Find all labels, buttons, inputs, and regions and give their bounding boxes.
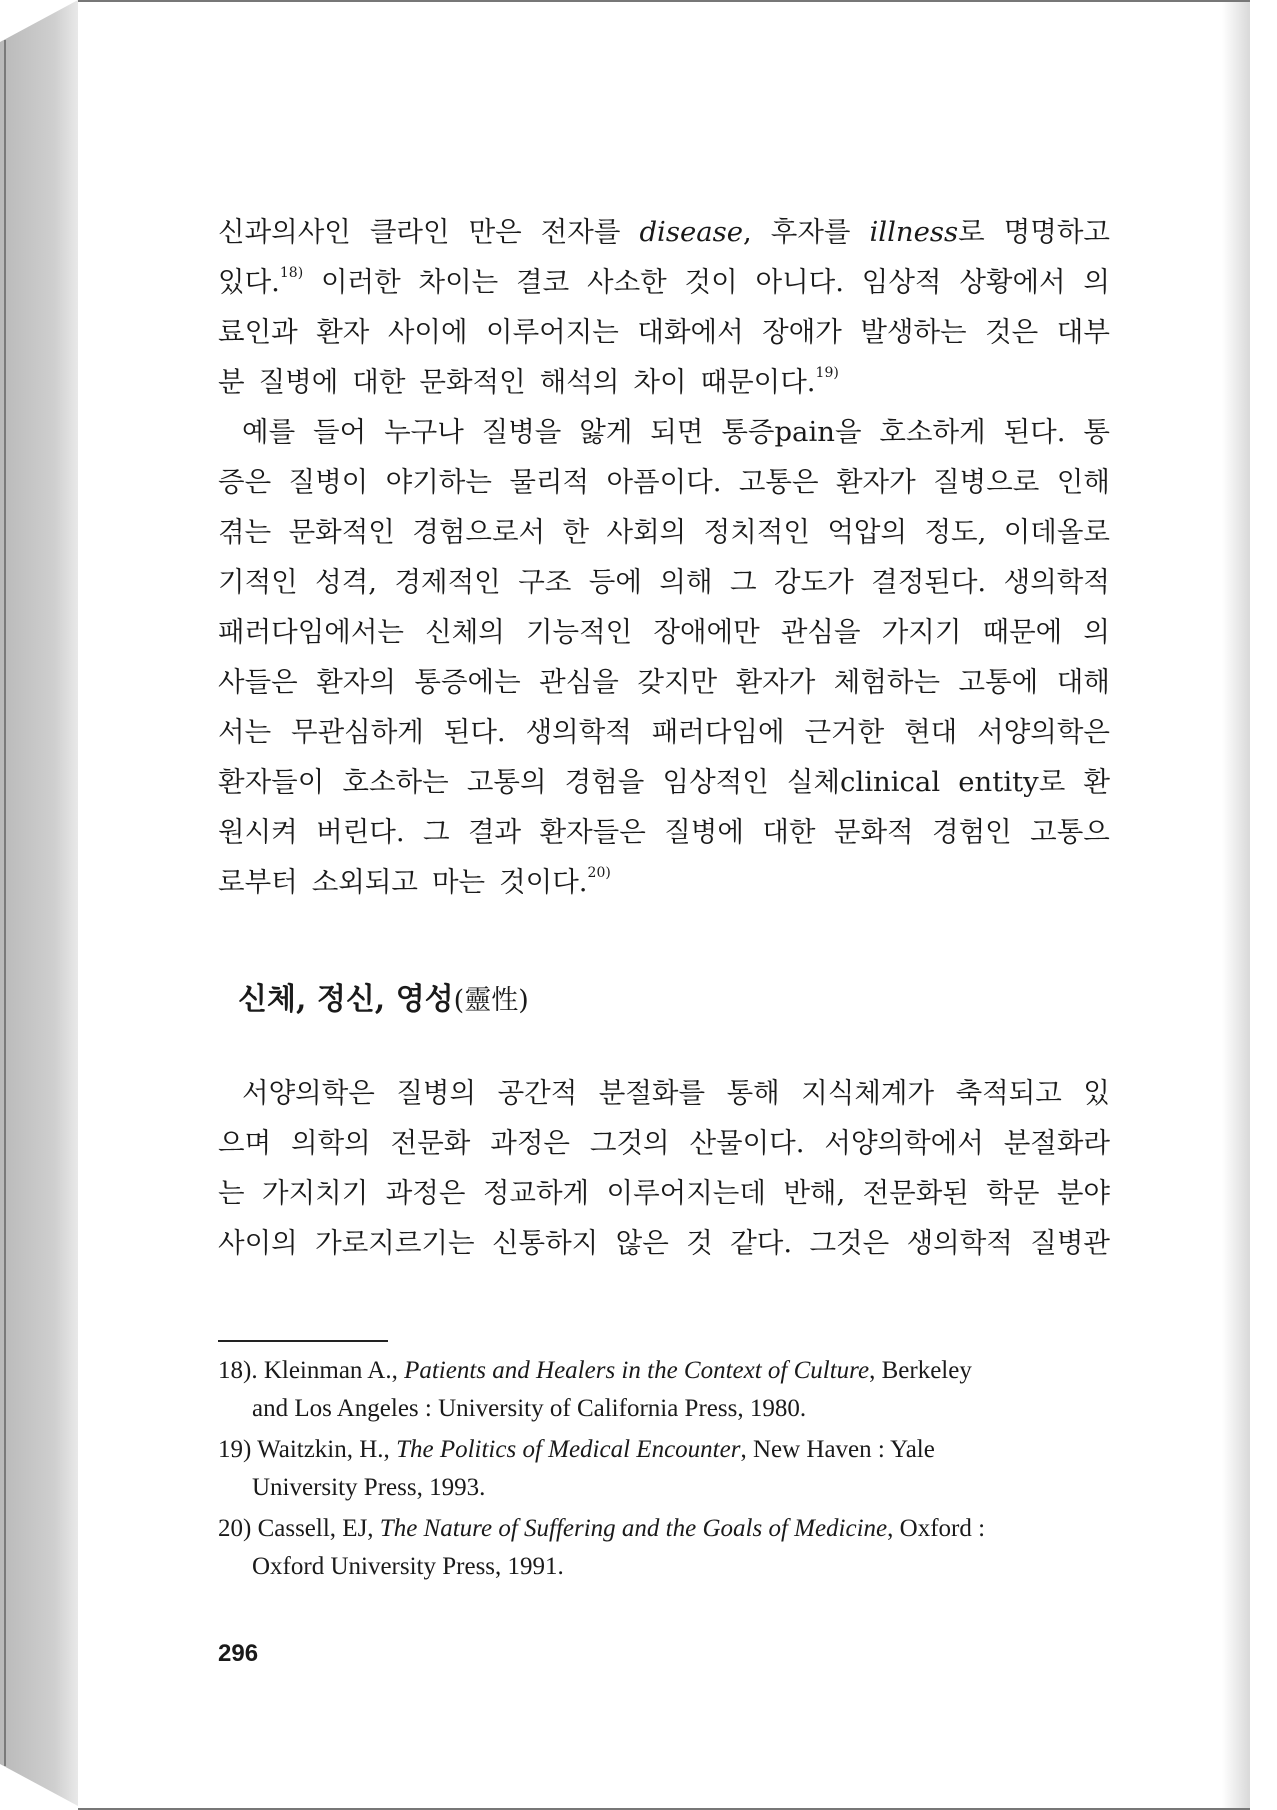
word: 등에 <box>588 566 642 598</box>
word: 전자를 <box>540 216 621 248</box>
word: 된다. <box>1003 416 1066 448</box>
word: 호소하게 <box>879 416 986 448</box>
text-line <box>218 707 1110 757</box>
footnote-18: 18). Kleinman A., Patients and Healers in the Context of Culture, Berkeley <box>218 1357 972 1384</box>
word: 서양의학에서 <box>824 1127 984 1159</box>
word: 고통에 <box>958 666 1039 698</box>
word: 산물이다. <box>689 1127 805 1159</box>
word: 대화에서 <box>637 316 744 348</box>
word: 가지치기 <box>262 1177 369 1209</box>
word: 분 <box>218 366 245 398</box>
paragraph-1 <box>218 207 1110 407</box>
footnote-continuation: and Los Angeles : University of California Press, 1980. <box>252 1395 807 1422</box>
word: 장애가 <box>762 316 842 348</box>
word: 체험하는 <box>833 666 941 698</box>
word: 환 <box>1083 766 1110 798</box>
book-edge-line <box>4 40 6 1766</box>
text-line <box>218 807 1110 857</box>
paragraph-2 <box>218 407 1110 907</box>
word: 명명하고 <box>1003 216 1110 248</box>
word: 통 <box>1083 416 1110 448</box>
word: 증은 <box>218 466 272 498</box>
book-edge <box>0 0 80 1806</box>
word: 고통으 <box>1030 816 1110 848</box>
word: 기적인 <box>218 566 298 598</box>
text-line <box>218 207 1110 257</box>
text-line <box>218 457 1110 507</box>
word: 사회의 <box>606 516 687 548</box>
footnote-divider <box>218 1340 388 1342</box>
text-line <box>218 557 1110 607</box>
word: 갖지만 <box>637 666 718 698</box>
text-line <box>218 407 1110 457</box>
text-line <box>218 1118 1110 1168</box>
word: 때문이다.$^{19)}$ <box>700 365 839 398</box>
word: 환자의 <box>316 666 396 698</box>
word: 것이 <box>684 266 738 298</box>
word: 들어 <box>313 416 367 448</box>
word: 임상적인 <box>662 766 769 798</box>
word: 해석의 <box>539 366 620 398</box>
word: 되면 <box>650 416 704 448</box>
word: 환자 <box>316 316 370 348</box>
text-line <box>218 357 1110 407</box>
word: 때문에 <box>982 616 1063 648</box>
word: 장애에만 <box>653 616 760 648</box>
word: 환자들이 <box>218 766 325 798</box>
word: 질병이 <box>288 466 369 498</box>
word: 고통의 <box>466 766 547 798</box>
word: 통해 <box>726 1077 780 1109</box>
text-line <box>218 1218 1110 1268</box>
text-line <box>218 857 1110 907</box>
word: 후자를 <box>770 216 851 248</box>
word: 억압의 <box>827 516 908 548</box>
footnotes <box>218 1352 1110 1586</box>
word: 앓게 <box>579 416 633 448</box>
footnote-20: 20) Cassell, EJ, The Nature of Suffering and the Goals of Medicine, Oxford : <box>218 1515 986 1542</box>
word: 호소하는 <box>342 766 449 798</box>
word: 소외되고 <box>311 866 418 898</box>
word: 경제적인 <box>394 566 501 598</box>
word: 무관심하게 <box>291 716 424 748</box>
word: 한 <box>562 516 590 548</box>
word: 결정된다. <box>871 566 987 598</box>
word: 그 <box>422 816 450 848</box>
word: 발생하는 <box>860 316 967 348</box>
text-line <box>218 1168 1110 1218</box>
text-line <box>218 507 1110 557</box>
word: 과정은 <box>385 1177 466 1209</box>
word: 생의학적 <box>525 716 632 748</box>
word: entity로 <box>958 766 1066 798</box>
section-heading-hanja: (靈性) <box>453 985 529 1016</box>
word: 사이의 <box>218 1227 298 1259</box>
word: 신과의사인 <box>218 216 351 248</box>
word: 대해 <box>1056 666 1110 698</box>
word: 버린다. <box>316 816 405 848</box>
word: 질병에 <box>664 816 744 848</box>
word: 인해 <box>1056 466 1110 498</box>
word: 분절화라 <box>1003 1127 1110 1159</box>
page-number: 296 <box>218 1640 259 1667</box>
word: 서양의학은 <box>242 1077 375 1109</box>
word: 대부 <box>1056 316 1110 348</box>
word: 환자가 <box>835 466 916 498</box>
word: 상황에서 <box>959 266 1066 298</box>
word: 이러한 <box>320 266 401 298</box>
word: 아픔이다. <box>606 466 722 498</box>
word: 의 <box>1083 266 1110 298</box>
word: 경험인 <box>932 816 1012 848</box>
word: 서양의학은 <box>977 716 1110 748</box>
word: 경험을 <box>564 766 645 798</box>
text-line <box>218 657 1110 707</box>
word: 실체clinical <box>786 766 941 798</box>
word: 있다.$^{18)}$ <box>218 265 304 298</box>
word: 않은 <box>615 1227 669 1259</box>
word: 경험으로서 <box>412 516 546 548</box>
word: 관심을 <box>780 616 861 648</box>
word: 이데올로 <box>1003 516 1110 548</box>
word: 클라인 <box>369 216 450 248</box>
word: 패러다임에서는 <box>218 616 404 648</box>
word: 분야 <box>1056 1177 1110 1209</box>
word: 대한 <box>352 366 406 398</box>
word: 것 <box>686 1227 713 1259</box>
text-line <box>218 257 1110 307</box>
word: 환자가 <box>735 666 816 698</box>
word: 기능적인 <box>525 616 633 648</box>
word: 과정은 <box>490 1127 570 1159</box>
word: 문화적인 <box>288 516 395 548</box>
word: 것은 <box>985 316 1039 348</box>
text-line <box>218 307 1110 357</box>
word: 로부터 <box>218 866 298 898</box>
section-heading-text: 신체, 정신, 영성 <box>238 982 454 1017</box>
word: illness로 <box>869 216 985 248</box>
word: 이루어지는 <box>486 316 619 348</box>
word: 지식체계가 <box>801 1077 935 1109</box>
word: 의학의 <box>291 1127 371 1159</box>
word: 겪는 <box>218 516 272 548</box>
word: 학문 <box>986 1177 1040 1209</box>
word: 물리적 <box>509 466 590 498</box>
word: 고통은 <box>738 466 819 498</box>
footnote-continuation: University Press, 1993. <box>252 1474 486 1501</box>
word: 사들은 <box>218 666 298 698</box>
word: 이루어지는데 <box>606 1177 766 1209</box>
word: 예를 <box>242 416 296 448</box>
word: 그것의 <box>589 1127 670 1159</box>
word: 전문화된 <box>862 1177 969 1209</box>
word: 질병관 <box>1030 1227 1110 1259</box>
word: 환자들은 <box>539 816 646 848</box>
text-line <box>218 1068 1110 1118</box>
word: 정교하게 <box>482 1177 590 1209</box>
word: 질병으로 <box>933 466 1040 498</box>
word: 강도가 <box>774 566 854 598</box>
word: 구조 <box>518 566 572 598</box>
word: 신체의 <box>425 616 505 648</box>
word: 반해, <box>783 1177 846 1209</box>
word: 질병의 <box>396 1077 477 1109</box>
word: 임상적 <box>861 266 942 298</box>
word: 결코 <box>516 266 570 298</box>
word: 의해 <box>659 566 713 598</box>
word: 성격, <box>315 566 378 598</box>
word: 있 <box>1083 1077 1110 1109</box>
word: 만은 <box>468 216 522 248</box>
paragraph-3 <box>218 1068 1110 1268</box>
word: 차이 <box>633 366 687 398</box>
word: 으며 <box>218 1127 272 1159</box>
word: 생의학적 <box>1003 566 1110 598</box>
text-line <box>218 607 1110 657</box>
word: 관심을 <box>539 666 619 698</box>
word: 서는 <box>218 716 272 748</box>
word: 누구나 <box>384 416 464 448</box>
word: 그 <box>729 566 757 598</box>
word: 질병을 <box>481 416 562 448</box>
word: 생의학적 <box>906 1227 1013 1259</box>
word: 분절화를 <box>598 1077 706 1109</box>
word: 패러다임에 <box>651 716 785 748</box>
word: 근거한 <box>804 716 885 748</box>
word: 아니다. <box>755 266 844 298</box>
word: 공간적 <box>497 1077 578 1109</box>
page-gutter-shadow <box>1222 2 1250 1808</box>
word: 그것은 <box>809 1227 890 1259</box>
word: 원시켜 <box>218 816 298 848</box>
word: 가로지르기는 <box>315 1227 475 1259</box>
text-line <box>218 757 1110 807</box>
word: 사이에 <box>387 316 468 348</box>
word: 결과 <box>467 816 522 848</box>
word: 질병에 <box>258 366 339 398</box>
word: 야기하는 <box>385 466 492 498</box>
word: 통증pain을 <box>721 416 862 448</box>
word: 차이는 <box>418 266 499 298</box>
word: 의 <box>1083 616 1110 648</box>
word: 문화적 <box>833 816 914 848</box>
word: 정치적인 <box>703 516 810 548</box>
word: 통증에는 <box>414 666 521 698</box>
word: 신통하지 <box>491 1227 599 1259</box>
word: 축적되고 <box>955 1077 1062 1109</box>
word: 가지기 <box>881 616 962 648</box>
word: 대한 <box>762 816 816 848</box>
footnote-19: 19) Waitzkin, H., The Politics of Medical Encounter, New Haven : Yale <box>218 1436 935 1463</box>
word: 것이다.$^{20)}$ <box>499 865 611 898</box>
footnote-continuation: Oxford University Press, 1991. <box>252 1553 564 1580</box>
word: 마는 <box>431 866 486 898</box>
section-heading <box>238 975 529 1025</box>
word: disease, <box>639 216 752 248</box>
word: 같다. <box>730 1227 793 1259</box>
word: 문화적인 <box>419 366 526 398</box>
word: 는 <box>218 1177 245 1209</box>
word: 정도, <box>924 516 987 548</box>
word: 현대 <box>904 716 958 748</box>
word: 사소한 <box>587 266 667 298</box>
word: 전문화 <box>390 1127 471 1159</box>
word: 된다. <box>443 716 506 748</box>
word: 료인과 <box>218 316 298 348</box>
